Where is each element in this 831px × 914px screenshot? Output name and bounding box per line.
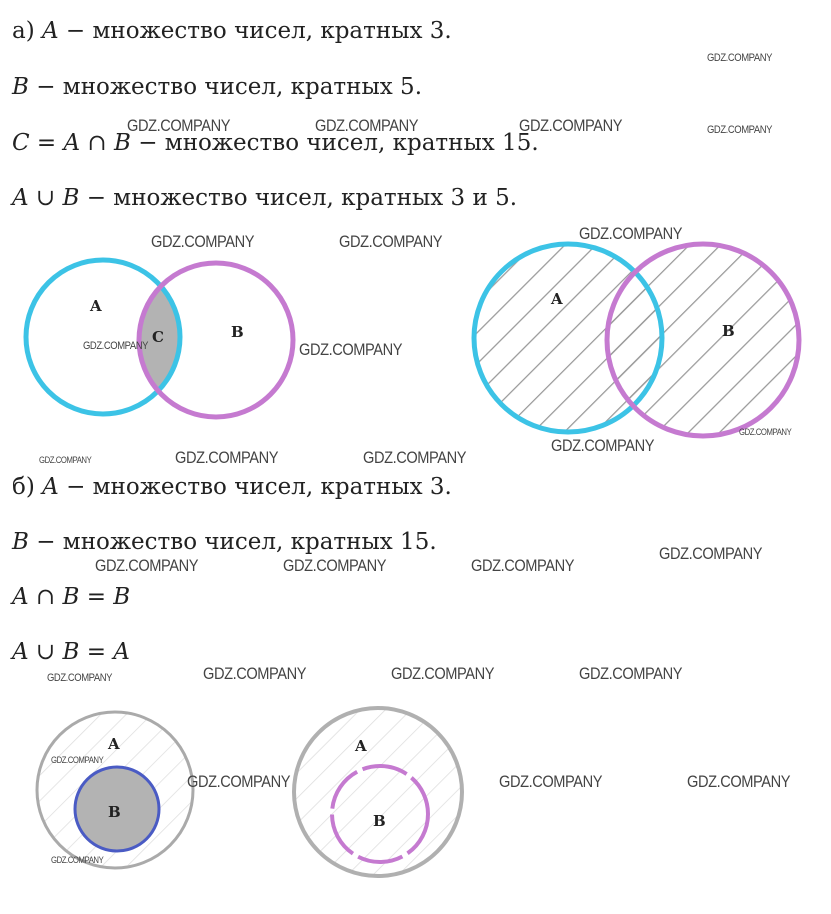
venn-subset-union-diagram	[294, 708, 462, 876]
watermark: GDZ.COMPANY	[687, 772, 791, 791]
watermark: GDZ.COMPANY	[127, 116, 231, 135]
label-b: B	[722, 322, 735, 340]
venn-subset-intersection-diagram	[37, 712, 193, 868]
watermark: GDZ.COMPANY	[187, 772, 291, 791]
watermark: GDZ.COMPANY	[339, 232, 443, 251]
watermark: GDZ.COMPANY	[51, 855, 104, 865]
label-c: C	[152, 328, 164, 346]
watermark: GDZ.COMPANY	[519, 116, 623, 135]
text-line-a-1: а) A − множество чисел, кратных 3.	[12, 18, 452, 44]
watermark: GDZ.COMPANY	[707, 124, 772, 136]
label-b: B	[231, 323, 244, 341]
watermark: GDZ.COMPANY	[39, 455, 92, 465]
text-line-b-4: A ∪ B = A	[12, 639, 130, 665]
watermark: GDZ.COMPANY	[315, 116, 419, 135]
set-a-circle	[294, 708, 462, 876]
watermark: GDZ.COMPANY	[203, 664, 307, 683]
venn-intersection-diagram	[26, 260, 293, 417]
watermark: GDZ.COMPANY	[283, 556, 387, 575]
watermark: GDZ.COMPANY	[363, 448, 467, 467]
watermark: GDZ.COMPANY	[95, 556, 199, 575]
watermark: GDZ.COMPANY	[83, 340, 148, 352]
label-a: A	[90, 297, 102, 315]
label-a: A	[108, 735, 120, 753]
watermark: GDZ.COMPANY	[151, 232, 255, 251]
label-b: B	[373, 812, 386, 830]
text-line-a-2: B − множество чисел, кратных 5.	[12, 74, 423, 100]
watermark: GDZ.COMPANY	[579, 664, 683, 683]
watermark: GDZ.COMPANY	[739, 427, 792, 437]
watermark: GDZ.COMPANY	[51, 755, 104, 765]
watermark: GDZ.COMPANY	[391, 664, 495, 683]
label-b: B	[108, 803, 121, 821]
label-a: A	[355, 737, 367, 755]
watermark: GDZ.COMPANY	[659, 544, 763, 563]
text-line-a-4: A ∪ B − множество чисел, кратных 3 и 5.	[12, 185, 518, 211]
venn-union-diagram	[474, 244, 799, 436]
watermark: GDZ.COMPANY	[579, 224, 683, 243]
text-line-b-2: B − множество чисел, кратных 15.	[12, 529, 437, 555]
text-line-a-3: C = A ∩ B − множество чисел, кратных 15.	[12, 130, 539, 156]
watermark: GDZ.COMPANY	[551, 436, 655, 455]
text-line-b-3: A ∩ B = B	[12, 584, 131, 610]
text-line-b-1: б) A − множество чисел, кратных 3.	[12, 474, 452, 500]
watermark: GDZ.COMPANY	[499, 772, 603, 791]
watermark: GDZ.COMPANY	[471, 556, 575, 575]
label-a: A	[551, 290, 563, 308]
watermark: GDZ.COMPANY	[707, 52, 772, 64]
watermark: GDZ.COMPANY	[47, 672, 112, 684]
watermark: GDZ.COMPANY	[299, 340, 403, 359]
watermark: GDZ.COMPANY	[175, 448, 279, 467]
